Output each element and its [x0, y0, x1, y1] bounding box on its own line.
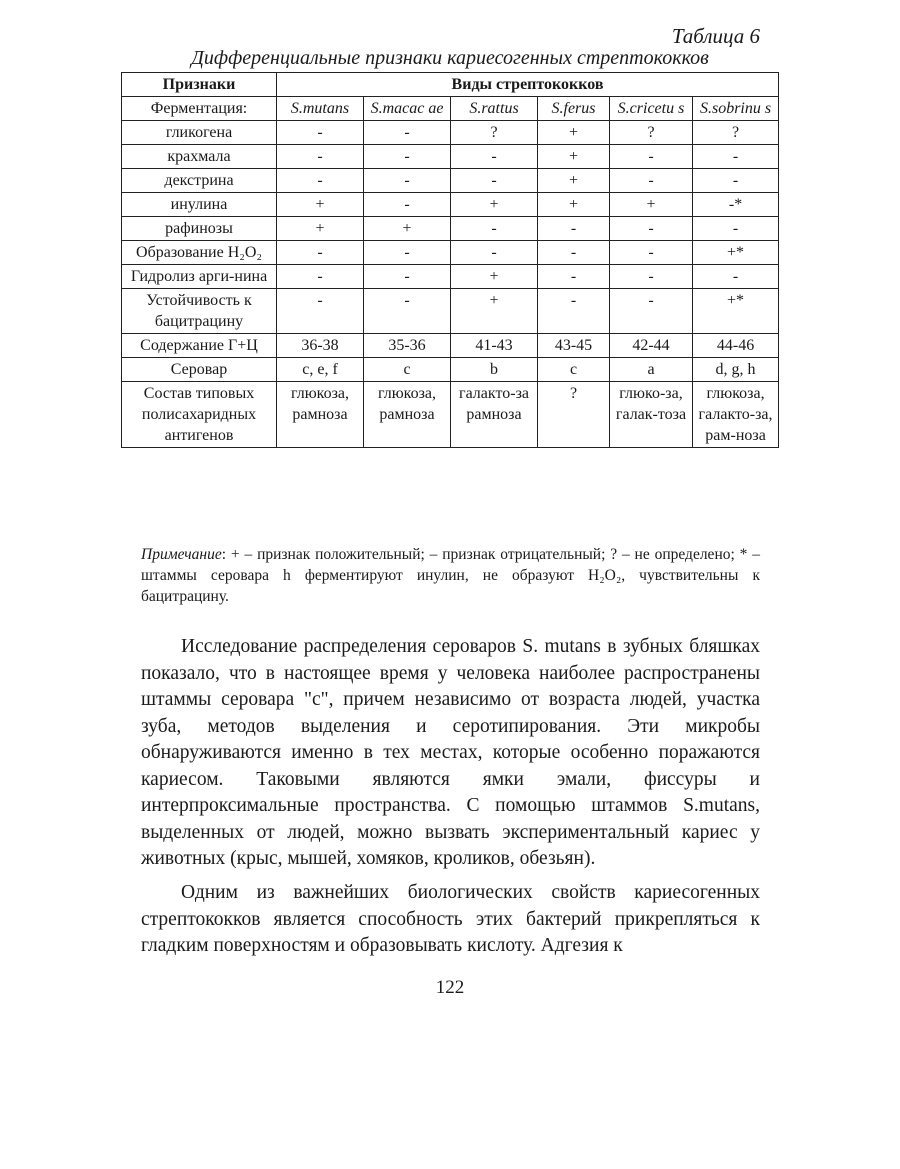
table-cell: -	[277, 289, 364, 334]
table-cell: глюкоза, рамноза	[277, 382, 364, 448]
table-cell: -	[364, 241, 451, 265]
table-cell: -	[538, 241, 610, 265]
table-cell: 35-36	[364, 334, 451, 358]
table-cell: S.ferus	[538, 97, 610, 121]
table-cell: -	[277, 265, 364, 289]
body-paragraph-1: Исследование распределения сероваров S. mutans в зубных бляшках показало, что в настоящее время у человека наиболее распространены штаммы серовара "c", причем независимо от возраста людей, участка зуба, методов выделения и серотипирования. Эти микробы обнаруживаются именно в тех местах, которые особенно поражаются кариесом. Таковыми являются ямки эмали, фиссуры и интерпроксимальные пространства. С помощью штаммов S.mutans, выделенных от людей, можно вызвать экспериментальный кариес у животных (крыс, мышей, хомяков, кроликов, обезьян).	[141, 636, 760, 869]
note-text: : + – признак положительный; – признак отрицательный; ? – не определено; * – штаммы серовара h ферментируют инулин, не образуют H₂O₂, чувствительны к бацитрацину.	[141, 546, 760, 605]
table-cell: ?	[538, 382, 610, 448]
table-cell: ?	[610, 121, 693, 145]
table-cell: -	[364, 169, 451, 193]
table-cell: 43-45	[538, 334, 610, 358]
table-cell: 42-44	[610, 334, 693, 358]
table-cell: 44-46	[693, 334, 779, 358]
row-label: инулина	[122, 193, 277, 217]
table-row	[122, 289, 779, 334]
table-cell: глюкоза, галакто-за, рам-ноза	[693, 382, 779, 448]
table-title: Дифференциальные признаки кариесогенных стрептококков	[191, 47, 709, 69]
table-cell: +	[538, 121, 610, 145]
table-cell: -	[538, 265, 610, 289]
table-cell: -	[693, 145, 779, 169]
row-label: Содержание Г+Ц	[122, 334, 277, 358]
table-row	[122, 97, 779, 121]
table-cell: -	[451, 241, 538, 265]
row-label: гликогена	[122, 121, 277, 145]
table-cell: глюкоза, рамноза	[364, 382, 451, 448]
table-cell: 36-38	[277, 334, 364, 358]
table-note	[141, 544, 760, 607]
table-cell: -	[538, 217, 610, 241]
table-cell: c, e, f	[277, 358, 364, 382]
table-cell: галакто-за рамноза	[451, 382, 538, 448]
table-cell: -	[277, 241, 364, 265]
table-cell: +*	[693, 289, 779, 334]
table-cell: +	[538, 193, 610, 217]
table-cell: +	[451, 265, 538, 289]
table-cell: d, g, h	[693, 358, 779, 382]
table-body	[122, 97, 779, 448]
table-cell: +	[451, 193, 538, 217]
table-row	[122, 265, 779, 289]
table-cell: -	[610, 289, 693, 334]
table-cell: -	[610, 241, 693, 265]
table-cell: S.rattus	[451, 97, 538, 121]
table-cell: +	[277, 193, 364, 217]
table-cell: +	[364, 217, 451, 241]
table-cell: -	[693, 169, 779, 193]
note-label: Примечание	[141, 546, 222, 563]
table-row	[122, 145, 779, 169]
table-row	[122, 121, 779, 145]
table-cell: S.sobrinu s	[693, 97, 779, 121]
table-row	[122, 217, 779, 241]
row-label: Гидролиз арги-нина	[122, 265, 277, 289]
table-cell: ?	[451, 121, 538, 145]
table-header-row	[122, 73, 779, 97]
table-cell: -	[693, 217, 779, 241]
differential-table	[121, 72, 779, 448]
table-cell: S.macac ae	[364, 97, 451, 121]
row-label: Серовар	[122, 358, 277, 382]
table-cell: +	[277, 217, 364, 241]
table-cell: -	[693, 265, 779, 289]
table-cell: глюко-за, галак-тоза	[610, 382, 693, 448]
table-cell: -	[277, 145, 364, 169]
table-row	[122, 169, 779, 193]
row-label: крахмала	[122, 145, 277, 169]
table-cell: -	[364, 145, 451, 169]
row-label: Ферментация:	[122, 97, 277, 121]
table-row	[122, 334, 779, 358]
table-cell: -*	[693, 193, 779, 217]
table-cell: -	[277, 121, 364, 145]
row-label: декстрина	[122, 169, 277, 193]
table-number: Таблица 6	[671, 24, 760, 48]
page-number: 122	[435, 977, 465, 998]
table-cell: c	[364, 358, 451, 382]
table-cell: ?	[693, 121, 779, 145]
table-cell: -	[364, 289, 451, 334]
table-cell: -	[451, 217, 538, 241]
table-row	[122, 241, 779, 265]
table-cell: -	[610, 145, 693, 169]
table-cell: -	[364, 193, 451, 217]
table-cell: -	[277, 169, 364, 193]
table-cell: -	[538, 289, 610, 334]
table-cell: -	[364, 121, 451, 145]
table-cell: +*	[693, 241, 779, 265]
body-paragraph-2: Одним из важнейших биологических свойств кариесогенных стрептококков является способность этих бактерий прикреплятьcя к гладким поверхностям и образовывать кислоту. Адгезия к	[141, 882, 760, 956]
table-row	[122, 358, 779, 382]
table-cell: +	[538, 169, 610, 193]
table-cell: S.mutans	[277, 97, 364, 121]
table-cell: +	[538, 145, 610, 169]
table-row	[122, 193, 779, 217]
table-cell: +	[451, 289, 538, 334]
table-cell: -	[364, 265, 451, 289]
row-label: Состав типовых полисахаридных антигенов	[122, 382, 277, 448]
table-cell: -	[610, 265, 693, 289]
table-cell: a	[610, 358, 693, 382]
row-label: Устойчивость к бацитрацину	[122, 289, 277, 334]
table-cell: b	[451, 358, 538, 382]
table-cell: -	[451, 169, 538, 193]
row-label: рафинозы	[122, 217, 277, 241]
table-cell: 41-43	[451, 334, 538, 358]
table-cell: S.cricetu s	[610, 97, 693, 121]
table-cell: +	[610, 193, 693, 217]
row-label: Образование H₂O₂	[122, 241, 277, 265]
table-row	[122, 382, 779, 448]
table-cell: c	[538, 358, 610, 382]
table-cell: -	[610, 217, 693, 241]
table-cell: -	[610, 169, 693, 193]
header-features: Признаки	[122, 73, 277, 97]
table-cell: -	[451, 145, 538, 169]
header-species: Виды стрептококков	[277, 73, 779, 97]
